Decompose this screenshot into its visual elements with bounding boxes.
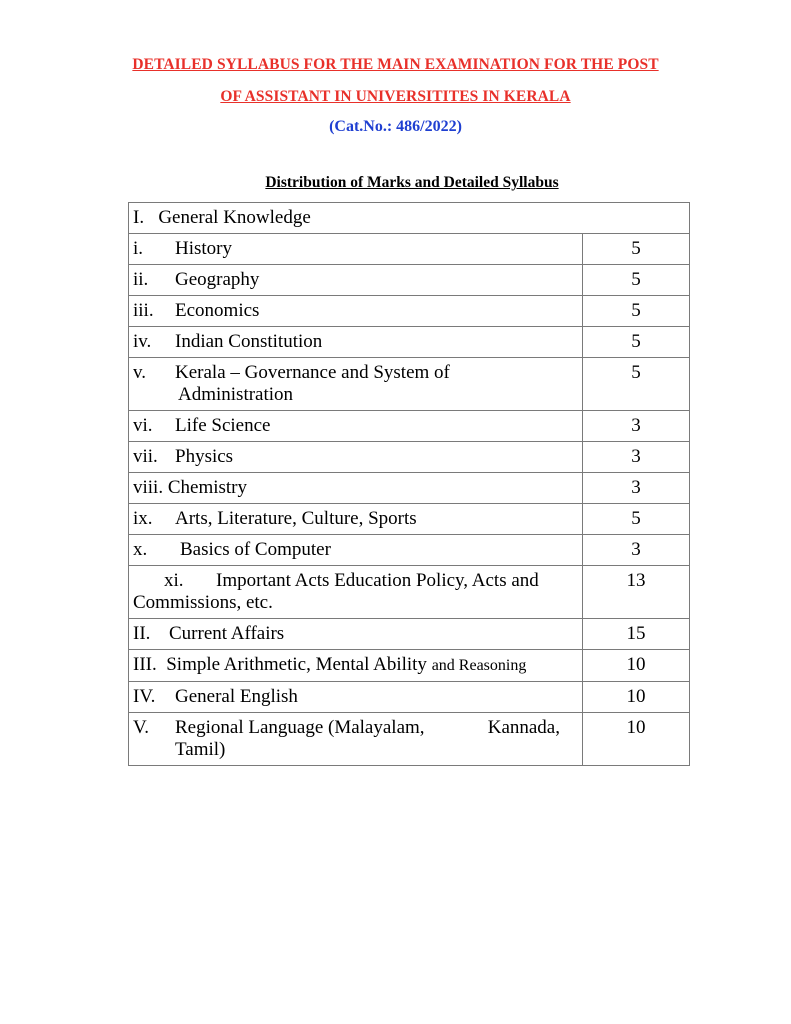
section-general-knowledge: I. General Knowledge [129,203,690,234]
row-label: Economics [175,300,260,321]
row-label: Geography [175,269,260,290]
section-number: V. [133,717,150,738]
table-row [129,265,690,296]
row-number: viii. [133,477,164,498]
table-row [129,411,690,442]
row-number: ii. [133,269,149,290]
section-label-mid: Kannada, [487,717,560,738]
row-marks: 3 [583,473,690,504]
section-label: Regional Language (Malayalam, [175,717,425,738]
table-row [129,473,690,504]
section-label: Current Affairs [169,623,285,644]
row-marks: 5 [583,234,690,265]
section-label: Simple Arithmetic, Mental Ability [166,654,427,675]
section-marks: 10 [583,650,690,682]
row-marks: 5 [583,327,690,358]
row-number: iii. [133,300,154,321]
row-marks: 3 [583,535,690,566]
table-row [129,296,690,327]
section-number: IV. [133,686,156,707]
row-marks: 13 [583,566,690,619]
table-row [129,535,690,566]
row-label-continuation: Commissions, etc. [133,592,273,613]
table-row [129,566,690,619]
row-marks: 3 [583,442,690,473]
row-number: ix. [133,508,153,529]
row-label: Kerala – Governance and System of [175,362,450,383]
row-marks: 5 [583,358,690,411]
row-label: Chemistry [167,477,248,498]
table-row [129,234,690,265]
row-label: Arts, Literature, Culture, Sports [175,508,417,529]
row-number: iv. [133,331,152,352]
section-label-small: and Reasoning [431,657,527,674]
section-marks: 10 [583,682,690,713]
row-marks: 5 [583,296,690,327]
row-number: xi. [164,570,184,591]
section-number: III. [133,654,157,675]
table-heading: Distribution of Marks and Detailed Syllabus [265,174,559,191]
row-label: Physics [175,446,234,467]
section-label-continuation: Tamil) [175,739,226,760]
section-marks: 10 [583,713,690,766]
row-label: History [175,238,232,259]
marks-distribution-table [128,202,690,766]
section-row [129,619,690,650]
table-row [129,358,690,411]
section-row [129,203,690,234]
section-row [129,713,690,766]
row-label: Basics of Computer [180,539,331,560]
row-number: x. [133,539,148,560]
category-number: (Cat.No.: 486/2022) [329,118,462,135]
row-marks: 3 [583,411,690,442]
section-label: General English [175,686,298,707]
row-label: Important Acts Education Policy, Acts and [216,570,539,591]
table-row [129,504,690,535]
section-row [129,650,690,682]
document-title-line-1: DETAILED SYLLABUS FOR THE MAIN EXAMINATION FOR THE POST [132,56,659,73]
document-title-line-2: OF ASSISTANT IN UNIVERSITITES IN KERALA [220,88,571,105]
table-row [129,442,690,473]
row-label: Indian Constitution [175,331,323,352]
row-number: vii. [133,446,158,467]
row-marks: 5 [583,504,690,535]
section-row [129,682,690,713]
row-label-continuation: Administration [178,384,294,405]
row-number: i. [133,238,144,259]
row-number: v. [133,362,147,383]
table-row [129,327,690,358]
section-number: II. [133,623,151,644]
row-label: Life Science [175,415,271,436]
row-number: vi. [133,415,153,436]
row-marks: 5 [583,265,690,296]
section-marks: 15 [583,619,690,650]
